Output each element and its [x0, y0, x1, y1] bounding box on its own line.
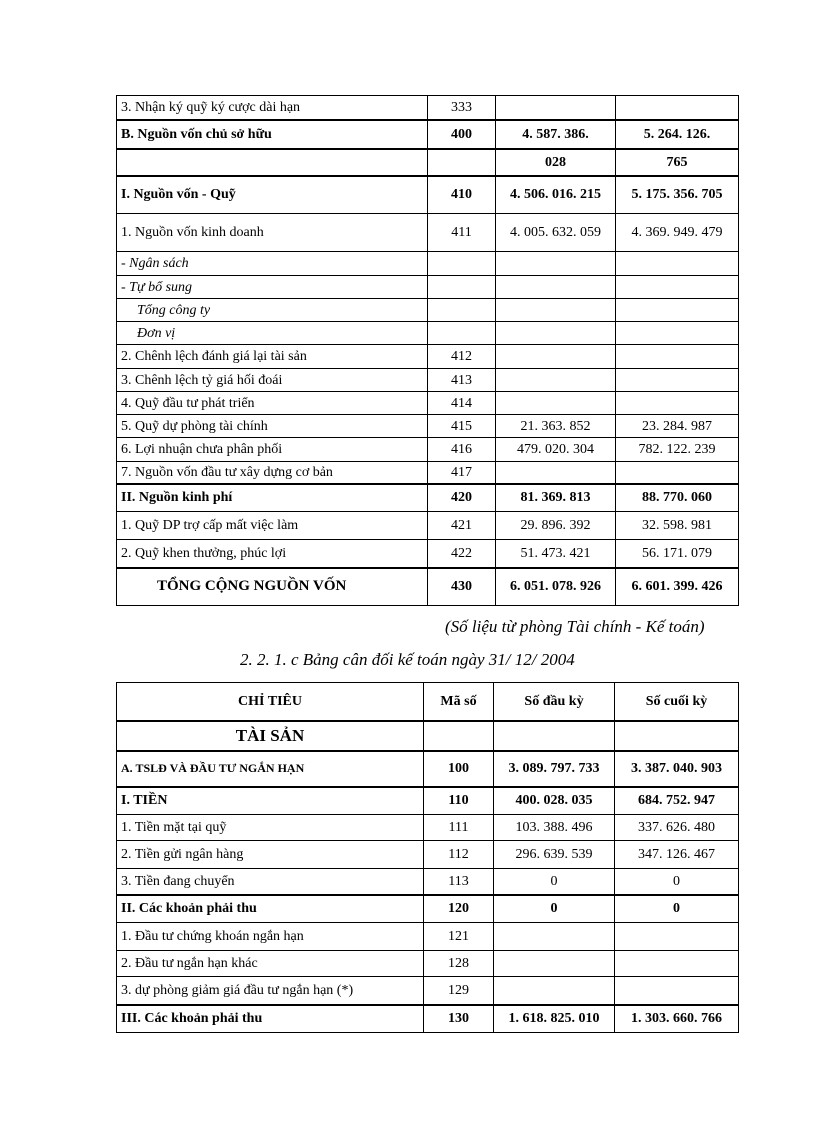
cell-label: 3. dự phòng giảm giá đầu tư ngắn hạn (*) — [117, 977, 424, 1005]
cell-label: I. Nguồn vốn - Quỹ — [117, 176, 428, 214]
cell-code: 416 — [428, 438, 496, 462]
cell-v2 — [616, 462, 739, 484]
table-header-row — [117, 683, 739, 721]
cell-label: 3. Tiền đang chuyển — [117, 869, 424, 895]
table-row — [117, 345, 739, 369]
cell-code — [428, 252, 496, 276]
cell-v1 — [496, 276, 616, 299]
cell-v2 — [615, 977, 739, 1005]
cell-v1: 6. 051. 078. 926 — [496, 568, 616, 606]
cell-v2 — [615, 923, 739, 951]
table-row — [117, 276, 739, 299]
cell-label — [117, 149, 428, 176]
cell-code — [424, 721, 494, 751]
table-row — [117, 841, 739, 869]
cell-label: 7. Nguồn vốn đầu tư xây dựng cơ bản — [117, 462, 428, 484]
table-row — [117, 149, 739, 176]
cell-v2: 32. 598. 981 — [616, 512, 739, 540]
header-code: Mã số — [424, 683, 494, 721]
cell-label: 4. Quỹ đầu tư phát triển — [117, 392, 428, 415]
cell-v1 — [496, 369, 616, 392]
cell-label: B. Nguồn vốn chủ sở hữu — [117, 120, 428, 149]
cell-v1 — [496, 392, 616, 415]
cell-code: 333 — [428, 96, 496, 120]
cell-code: 113 — [424, 869, 494, 895]
cell-code: 421 — [428, 512, 496, 540]
cell-v2: 5. 175. 356. 705 — [616, 176, 739, 214]
cell-v1: 0 — [494, 895, 615, 923]
cell-v2: 782. 122. 239 — [616, 438, 739, 462]
cell-v2: 0 — [615, 869, 739, 895]
table-row — [117, 176, 739, 214]
cell-v1: 29. 896. 392 — [496, 512, 616, 540]
table-row — [117, 895, 739, 923]
cell-v1: 4. 005. 632. 059 — [496, 214, 616, 252]
cell-v2 — [615, 951, 739, 977]
cell-v1 — [496, 345, 616, 369]
cell-v1: 21. 363. 852 — [496, 415, 616, 438]
cell-code — [428, 322, 496, 345]
cell-code: 400 — [428, 120, 496, 149]
cell-label: 1. Tiền mặt tại quỹ — [117, 815, 424, 841]
cell-code: 112 — [424, 841, 494, 869]
cell-label: TỔNG CỘNG NGUỒN VỐN — [117, 568, 428, 606]
cell-code: 412 — [428, 345, 496, 369]
cell-v2 — [615, 721, 739, 751]
cell-code: 417 — [428, 462, 496, 484]
cell-label: I. TIỀN — [117, 787, 424, 815]
table-row — [117, 540, 739, 568]
cell-code: 422 — [428, 540, 496, 568]
cell-v1 — [496, 299, 616, 322]
cell-v1: 103. 388. 496 — [494, 815, 615, 841]
cell-code: 413 — [428, 369, 496, 392]
cell-v2 — [616, 392, 739, 415]
table-row — [117, 438, 739, 462]
table-row — [117, 815, 739, 841]
cell-v2 — [616, 276, 739, 299]
cell-code: 430 — [428, 568, 496, 606]
table-row — [117, 923, 739, 951]
cell-label: II. Nguồn kinh phí — [117, 484, 428, 512]
cell-label: TÀI SẢN — [117, 721, 424, 751]
cell-v2: 347. 126. 467 — [615, 841, 739, 869]
cell-label: III. Các khoản phải thu — [117, 1005, 424, 1033]
cell-v1 — [496, 96, 616, 120]
cell-v1: 028 — [496, 149, 616, 176]
cell-label: 2. Quỹ khen thưởng, phúc lợi — [117, 540, 428, 568]
cell-v1: 81. 369. 813 — [496, 484, 616, 512]
cell-label: 1. Đầu tư chứng khoán ngắn hạn — [117, 923, 424, 951]
cell-v1: 400. 028. 035 — [494, 787, 615, 815]
table-row — [117, 322, 739, 345]
cell-v1 — [496, 462, 616, 484]
cell-v2: 23. 284. 987 — [616, 415, 739, 438]
cell-v1: 51. 473. 421 — [496, 540, 616, 568]
cell-v1 — [494, 923, 615, 951]
cell-code: 100 — [424, 751, 494, 787]
table-row — [117, 96, 739, 120]
cell-code: 110 — [424, 787, 494, 815]
cell-label: II. Các khoản phải thu — [117, 895, 424, 923]
cell-label: 5. Quỹ dự phòng tài chính — [117, 415, 428, 438]
table-row — [117, 462, 739, 484]
table-row — [117, 1005, 739, 1033]
cell-label: 2. Chênh lệch đánh giá lại tài sản — [117, 345, 428, 369]
table-row — [117, 214, 739, 252]
table-row — [117, 369, 739, 392]
cell-v1 — [494, 721, 615, 751]
cell-code: 411 — [428, 214, 496, 252]
cell-label: 3. Nhận ký quỹ ký cược dài hạn — [117, 96, 428, 120]
cell-label: Tổng công ty — [117, 299, 428, 322]
cell-v1 — [496, 252, 616, 276]
cell-code: 420 — [428, 484, 496, 512]
cell-code — [428, 149, 496, 176]
cell-v1 — [496, 322, 616, 345]
table-row — [117, 120, 739, 149]
cell-v2 — [616, 345, 739, 369]
cell-v2: 684. 752. 947 — [615, 787, 739, 815]
cell-code: 410 — [428, 176, 496, 214]
cell-code: 415 — [428, 415, 496, 438]
cell-v1: 4. 506. 016. 215 — [496, 176, 616, 214]
table-row — [117, 787, 739, 815]
cell-code: 128 — [424, 951, 494, 977]
cell-label: 3. Chênh lệch tỷ giá hối đoái — [117, 369, 428, 392]
cell-label: 1. Nguồn vốn kinh doanh — [117, 214, 428, 252]
cell-v2: 88. 770. 060 — [616, 484, 739, 512]
cell-v2: 1. 303. 660. 766 — [615, 1005, 739, 1033]
table-row — [117, 951, 739, 977]
header-closing: Số cuối kỳ — [615, 683, 739, 721]
table-row — [117, 252, 739, 276]
header-indicator: CHỈ TIÊU — [117, 683, 424, 721]
cell-v2 — [616, 96, 739, 120]
cell-v2: 337. 626. 480 — [615, 815, 739, 841]
table-row — [117, 568, 739, 606]
cell-v2 — [616, 322, 739, 345]
cell-code: 121 — [424, 923, 494, 951]
header-opening: Số đầu kỳ — [494, 683, 615, 721]
cell-v1: 1. 618. 825. 010 — [494, 1005, 615, 1033]
cell-v2: 6. 601. 399. 426 — [616, 568, 739, 606]
cell-code — [428, 299, 496, 322]
table-row — [117, 512, 739, 540]
cell-code: 130 — [424, 1005, 494, 1033]
cell-v2 — [616, 369, 739, 392]
cell-code: 414 — [428, 392, 496, 415]
cell-label: Đơn vị — [117, 322, 428, 345]
table-row — [117, 299, 739, 322]
cell-code: 120 — [424, 895, 494, 923]
cell-v1 — [494, 951, 615, 977]
cell-v1 — [494, 977, 615, 1005]
balance-sheet-table — [116, 682, 739, 1033]
cell-label: - Ngân sách — [117, 252, 428, 276]
source-note: (Số liệu từ phòng Tài chính - Kế toán) — [445, 617, 705, 636]
cell-v1: 0 — [494, 869, 615, 895]
cell-v1: 4. 587. 386. — [496, 120, 616, 149]
cell-v1: 479. 020. 304 — [496, 438, 616, 462]
cell-code: 129 — [424, 977, 494, 1005]
cell-v2 — [616, 252, 739, 276]
cell-v2: 765 — [616, 149, 739, 176]
table-row — [117, 721, 739, 751]
table-row — [117, 977, 739, 1005]
cell-label: A. TSLĐ VÀ ĐẦU TƯ NGẮN HẠN — [117, 751, 424, 787]
cell-label: 6. Lợi nhuận chưa phân phối — [117, 438, 428, 462]
section-title: 2. 2. 1. c Bảng cân đối kế toán ngày 31/ 12/ 2004 — [240, 650, 575, 669]
cell-label: - Tự bổ sung — [117, 276, 428, 299]
table-row — [117, 751, 739, 787]
cell-label: 2. Tiền gửi ngân hàng — [117, 841, 424, 869]
cell-v1: 3. 089. 797. 733 — [494, 751, 615, 787]
table-row — [117, 869, 739, 895]
table-row — [117, 415, 739, 438]
cell-v2: 4. 369. 949. 479 — [616, 214, 739, 252]
cell-v2: 3. 387. 040. 903 — [615, 751, 739, 787]
cell-v2: 5. 264. 126. — [616, 120, 739, 149]
cell-v1: 296. 639. 539 — [494, 841, 615, 869]
liabilities-equity-table — [116, 95, 739, 606]
cell-v2: 56. 171. 079 — [616, 540, 739, 568]
table-row — [117, 392, 739, 415]
cell-v2 — [616, 299, 739, 322]
cell-label: 1. Quỹ DP trợ cấp mất việc làm — [117, 512, 428, 540]
cell-v2: 0 — [615, 895, 739, 923]
cell-code — [428, 276, 496, 299]
cell-label: 2. Đầu tư ngắn hạn khác — [117, 951, 424, 977]
table-row — [117, 484, 739, 512]
cell-code: 111 — [424, 815, 494, 841]
